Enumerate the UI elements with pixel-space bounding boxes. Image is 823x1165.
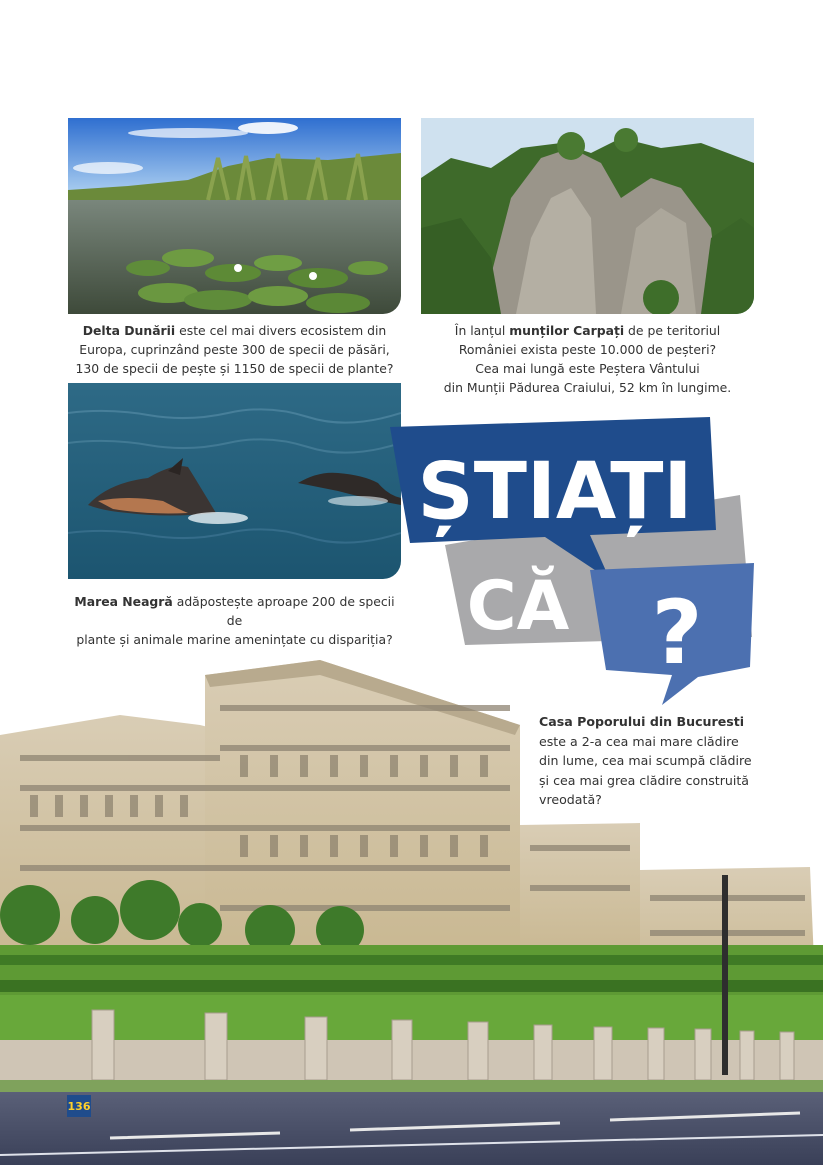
caption-black-sea (68, 592, 401, 649)
caption-carpati-bold: munților Carpați (509, 323, 625, 338)
caption-delta-line2: Europa, cuprinzând peste 300 de specii de păsări, (79, 342, 390, 357)
caption-carpati-post: de pe teritoriul (624, 323, 721, 338)
caption-carpati-line3: Cea mai lungă este Peștera Vântului (475, 361, 700, 376)
photo-danube-delta (68, 118, 401, 314)
caption-carpati-pre: În lanțul (454, 323, 510, 338)
caption-danube-delta (68, 321, 401, 378)
caption-carpati-line2: României exista peste 10.000 de peșteri? (458, 342, 717, 357)
caption-casa-line1: este a 2-a cea mai mare clădire (539, 733, 739, 749)
page-number: 136 (67, 1095, 91, 1117)
title-question-mark: ? (651, 581, 703, 684)
caption-casa-bold: Casa Poporului din Bucuresti (539, 714, 745, 729)
caption-casa-line4: vreodată? (539, 792, 602, 807)
photo-black-sea-dolphins (68, 383, 401, 579)
caption-marea-line1: adăpostește aproape 200 de specii de (172, 594, 395, 628)
title-word-stiati: ȘTIAȚI (417, 447, 693, 537)
caption-delta-line3: 130 de specii de pește și 1150 de specii de plante? (75, 361, 394, 376)
title-word-ca: CĂ (466, 567, 570, 646)
caption-casa-line2: din lume, cea mai scumpă clădire (539, 753, 752, 768)
caption-delta-line1: este cel mai divers ecosistem din (175, 323, 387, 338)
caption-carpati-line4: din Munții Pădurea Craiului, 52 km în lungime. (443, 380, 732, 395)
caption-casa-line3: și cea mai grea clădire construită (539, 772, 750, 788)
caption-carpathians (421, 321, 754, 397)
caption-marea-bold: Marea Neagră (74, 594, 173, 609)
caption-marea-line2: plante și animale marine amenințate cu dispariția? (76, 632, 393, 647)
photo-carpathian-cliffs (421, 118, 754, 314)
caption-delta-bold: Delta Dunării (82, 323, 176, 338)
caption-palace (539, 712, 769, 810)
